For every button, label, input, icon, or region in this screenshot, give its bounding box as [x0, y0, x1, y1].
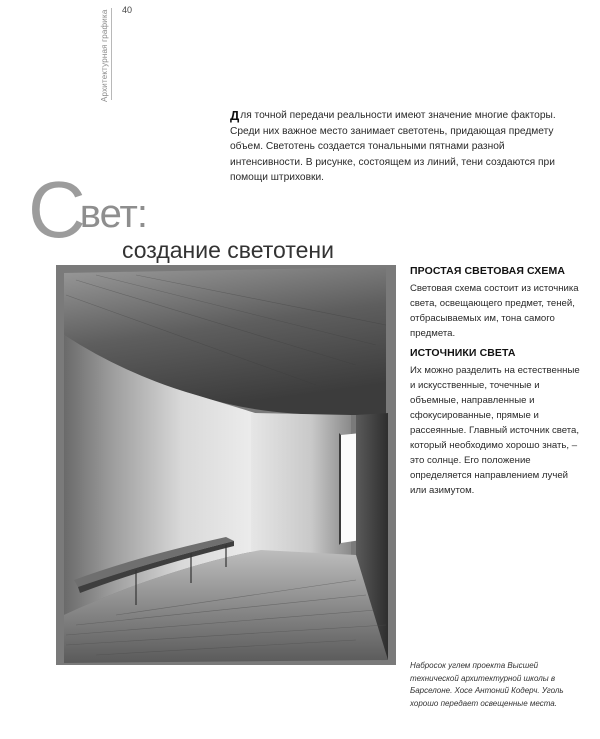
section-simple-light-scheme	[410, 264, 580, 341]
charcoal-sketch-illustration	[56, 265, 396, 665]
title-big-letter: С	[28, 165, 84, 254]
section-text: Их можно разделить на естественные и искусственные, точечные и объемные, направленные и сфокусированные, прямые и рассеянные. Главный источник света, который необходимо хорошо знать, – это солнце. Его положение определяется направлением лучей или азимутом.	[410, 365, 580, 496]
section-heading: ИСТОЧНИКИ СВЕТА	[410, 347, 516, 359]
section-heading: ПРОСТАЯ СВЕТОВАЯ СХЕМА	[410, 265, 566, 277]
intro-dropcap: Д	[230, 108, 240, 123]
running-head: Архитектурная графика	[100, 9, 109, 102]
title-big-rest: вет:	[79, 192, 147, 236]
header-rule	[111, 8, 112, 100]
intro-paragraph	[230, 108, 570, 186]
section-light-sources	[410, 346, 580, 498]
intro-text: ля точной передачи реальности имеют значение многие факторы. Среди них важное место занимает светотень, придающая предмету объем. Светотень создается тональными пятнами разной интенсивности. В рисунке, состоящем из линий, тени создаются при помощи штриховки.	[230, 110, 556, 183]
page-number: 40	[122, 5, 133, 15]
section-text: Световая схема состоит из источника света, освещающего предмет, теней, отбрасываемых им, тона самого предмета.	[410, 283, 579, 339]
chapter-subtitle: создание светотени	[122, 237, 334, 263]
illustration-caption: Набросок углем проекта Высшей технической архитектурной школы в Барселоне. Хосе Антоний Кодерч. Уголь хорошо передает освещенные места.	[410, 661, 564, 708]
